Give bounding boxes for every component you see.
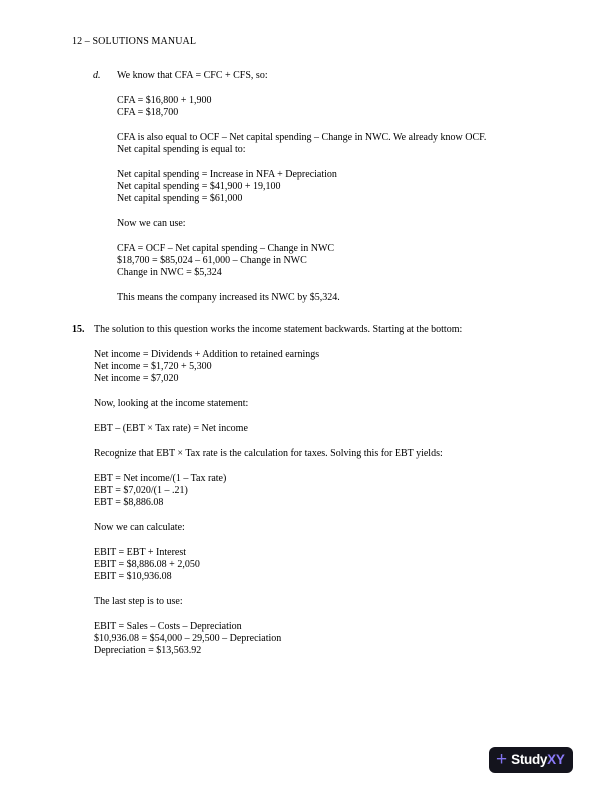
page-content [72, 70, 540, 657]
paragraph-looking: Now, looking at the income statement: [94, 398, 249, 409]
equation-block-ebt [94, 473, 540, 509]
plus-icon: + [496, 748, 508, 770]
equation-line: $10,936.08 = $54,000 – 29,500 – Depreciation [94, 633, 282, 644]
equation-line: Net capital spending = $41,900 + 19,100 [117, 181, 281, 192]
equation-line: EBT = $8,886.08 [94, 497, 164, 508]
brand-text [511, 754, 564, 766]
paragraph-line: CFA is also equal to OCF – Net capital spending – Change in NWC. We already know OCF. [117, 132, 487, 143]
equation-block-ebit [94, 547, 540, 583]
equation-line: Net income = $1,720 + 5,300 [94, 361, 212, 372]
equation-block-net-income [94, 349, 540, 385]
equation-line: EBIT = EBT + Interest [94, 547, 187, 558]
solution-item-15 [72, 324, 540, 657]
equation-line: EBIT = Sales – Costs – Depreciation [94, 621, 242, 632]
equation-line: CFA = OCF – Net capital spending – Change in NWC [117, 243, 335, 254]
equation-line: Net income = Dividends + Addition to retained earnings [94, 349, 320, 360]
item-d-intro: We know that CFA = CFC + CFS, so: [117, 70, 268, 81]
equation-line: Change in NWC = $5,324 [117, 267, 222, 278]
equation-line: Net capital spending = Increase in NFA + Depreciation [117, 169, 337, 180]
page-header: 12 – SOLUTIONS MANUAL [72, 36, 197, 47]
brand-prefix: Study [511, 752, 548, 767]
studyxy-logo[interactable] [489, 747, 573, 773]
paragraph-conclusion: This means the company increased its NWC by $5,324. [117, 292, 340, 303]
equation-line: Depreciation = $13,563.92 [94, 645, 202, 656]
item-d-body [117, 70, 540, 304]
paragraph-last-step: The last step is to use: [94, 596, 183, 607]
paragraph-ocf [117, 132, 540, 156]
equation-line: Net capital spending = $61,000 [117, 193, 243, 204]
equation-block-net-capital-spending [117, 169, 540, 205]
brand-suffix: XY [547, 752, 565, 767]
paragraph-line: Net capital spending is equal to: [117, 144, 246, 155]
equation-line: CFA = $18,700 [117, 107, 179, 118]
paragraph-recognize: Recognize that EBT × Tax rate is the calculation for taxes. Solving this for EBT yields: [94, 448, 443, 459]
equation-ebt-formula: EBT – (EBT × Tax rate) = Net income [94, 423, 248, 434]
equation-block-cfa [117, 95, 540, 119]
equation-line: EBIT = $8,886.08 + 2,050 [94, 559, 200, 570]
equation-block-depreciation [94, 621, 540, 657]
item-d-label: d. [93, 70, 101, 81]
equation-line: Net income = $7,020 [94, 373, 179, 384]
equation-block-change-in-nwc [117, 243, 540, 279]
equation-line: EBIT = $10,936.08 [94, 571, 172, 582]
equation-line: CFA = $16,800 + 1,900 [117, 95, 212, 106]
item-15-intro: The solution to this question works the income statement backwards. Starting at the bottom: [94, 324, 463, 335]
equation-line: $18,700 = $85,024 – 61,000 – Change in NWC [117, 255, 307, 266]
equation-line: EBT = $7,020/(1 – .21) [94, 485, 188, 496]
item-15-body [94, 324, 540, 657]
equation-line: EBT = Net income/(1 – Tax rate) [94, 473, 227, 484]
item-15-label: 15. [72, 324, 85, 335]
paragraph-now-we-can-use: Now we can use: [117, 218, 186, 229]
paragraph-calculate: Now we can calculate: [94, 522, 185, 533]
solution-item-d [93, 70, 540, 304]
